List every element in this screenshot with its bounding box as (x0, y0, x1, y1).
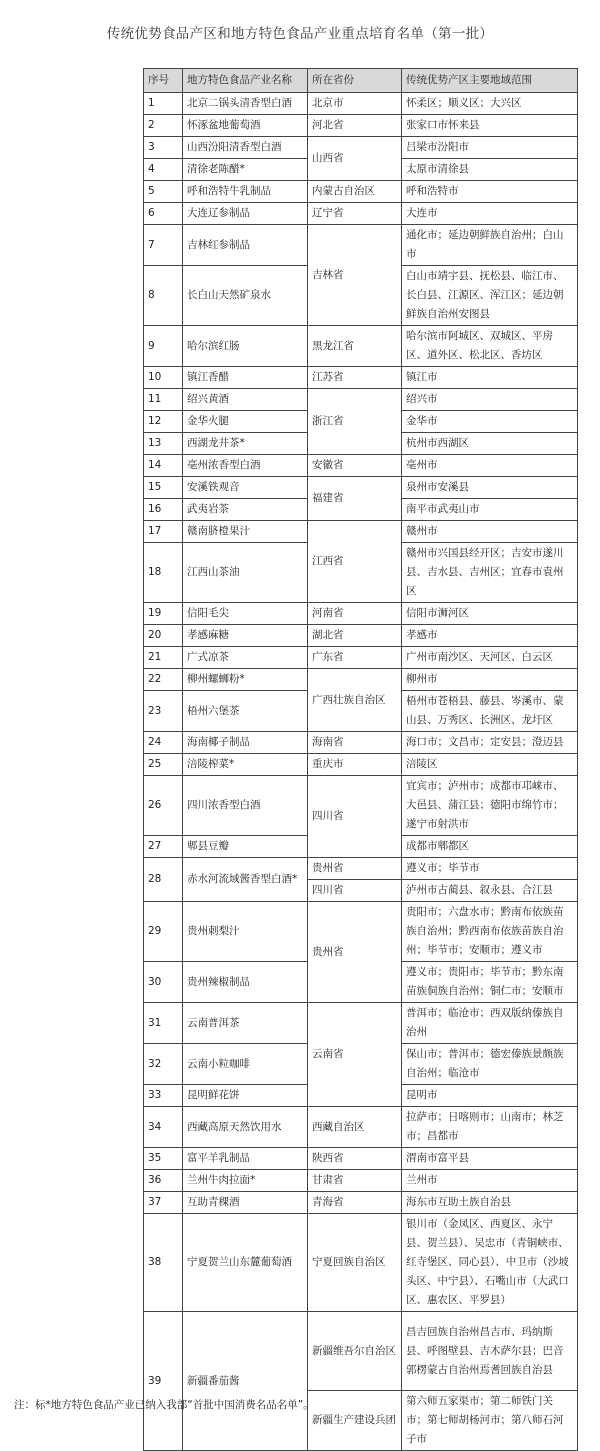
area-cell: 涪陵区 (402, 754, 578, 776)
province-cell: 吉林省 (308, 225, 402, 326)
industry-name-cell: 广式凉茶 (183, 647, 308, 669)
table-row (144, 137, 578, 159)
province-cell: 陕西省 (308, 1148, 402, 1170)
industry-name-cell: 西湖龙井茶* (183, 433, 308, 455)
area-cell: 遵义市；毕节市 (402, 858, 578, 880)
industry-name-cell: 云南普洱茶 (183, 1003, 308, 1044)
industry-name-cell: 哈尔滨红肠 (183, 326, 308, 367)
province-cell: 海南省 (308, 732, 402, 754)
table-row (144, 754, 578, 776)
serial-cell: 8 (144, 266, 183, 326)
table-row (144, 647, 578, 669)
serial-cell: 32 (144, 1044, 183, 1085)
area-cell: 兰州市 (402, 1170, 578, 1192)
province-cell: 北京市 (308, 93, 402, 115)
serial-cell: 27 (144, 836, 183, 858)
serial-cell: 6 (144, 203, 183, 225)
province-cell: 浙江省 (308, 389, 402, 455)
area-cell: 昆明市 (402, 1085, 578, 1107)
industry-name-cell: 武夷岩茶 (183, 499, 308, 521)
serial-cell: 10 (144, 367, 183, 389)
serial-cell: 1 (144, 93, 183, 115)
industry-name-cell: 赣南脐橙果汁 (183, 521, 308, 543)
area-cell: 怀柔区；顺义区；大兴区 (402, 93, 578, 115)
industry-name-cell: 绍兴黄酒 (183, 389, 308, 411)
serial-cell: 14 (144, 455, 183, 477)
serial-cell: 38 (144, 1214, 183, 1312)
table-row (144, 477, 578, 499)
serial-cell: 19 (144, 603, 183, 625)
industry-name-cell: 四川浓香型白酒 (183, 776, 308, 836)
area-cell: 赣州市 (402, 521, 578, 543)
area-cell: 拉萨市；日喀则市；山南市；林芝市；昌都市 (402, 1107, 578, 1148)
serial-cell: 2 (144, 115, 183, 137)
area-cell: 太原市清徐县 (402, 159, 578, 181)
table-row (144, 732, 578, 754)
industry-name-cell: 赤水河流域酱香型白酒* (183, 858, 308, 902)
province-cell: 四川省 (308, 776, 402, 858)
area-cell: 昌吉回族自治州昌吉市、玛纳斯县、呼图壁县、吉木萨尔县；巴音郭楞蒙古自治州焉耆回族自治县 (402, 1312, 578, 1391)
area-cell: 张家口市怀来县 (402, 115, 578, 137)
table-row (144, 776, 578, 836)
table-row (144, 225, 578, 266)
area-cell: 保山市；普洱市；德宏傣族景颇族自治州；临沧市 (402, 1044, 578, 1085)
serial-cell: 20 (144, 625, 183, 647)
area-cell: 泸州市古蔺县、叙永县、合江县 (402, 880, 578, 902)
serial-cell: 3 (144, 137, 183, 159)
industry-name-cell: 互助青稞酒 (183, 1192, 308, 1214)
industry-name-cell: 长白山天然矿泉水 (183, 266, 308, 326)
serial-cell: 36 (144, 1170, 183, 1192)
serial-cell: 5 (144, 181, 183, 203)
industry-name-cell: 金华火腿 (183, 411, 308, 433)
area-cell: 宜宾市；泸州市；成都市邛崃市、大邑县、蒲江县；德阳市绵竹市；遂宁市射洪市 (402, 776, 578, 836)
province-cell: 山西省 (308, 137, 402, 181)
serial-cell: 12 (144, 411, 183, 433)
area-cell: 吕梁市汾阳市 (402, 137, 578, 159)
table-row (144, 389, 578, 411)
industry-name-cell: 贵州刺梨汁 (183, 902, 308, 962)
industry-name-cell: 安溪铁观音 (183, 477, 308, 499)
industry-name-cell: 云南小粒咖啡 (183, 1044, 308, 1085)
serial-cell: 15 (144, 477, 183, 499)
table-row (144, 203, 578, 225)
table-row (144, 902, 578, 962)
footnote: 注：标*地方特色食品产业已纳入我部“首批中国消费名品名单”。 (14, 1399, 314, 1411)
industry-name-cell: 怀涿盆地葡萄酒 (183, 115, 308, 137)
industry-name-cell: 昆明鲜花饼 (183, 1085, 308, 1107)
province-cell: 贵州省 (308, 858, 402, 880)
area-cell: 贵阳市；六盘水市；黔南布依族苗族自治州；黔西南布依族苗族自治州；毕节市；安顺市；遵义市 (402, 902, 578, 962)
serial-cell: 34 (144, 1107, 183, 1148)
industry-name-cell: 亳州浓香型白酒 (183, 455, 308, 477)
page-title: 传统优势食品产区和地方特色食品产业重点培育名单（第一批） (106, 26, 494, 42)
serial-cell: 28 (144, 858, 183, 902)
area-cell: 亳州市 (402, 455, 578, 477)
province-cell: 江苏省 (308, 367, 402, 389)
industry-name-cell: 宁夏贺兰山东麓葡萄酒 (183, 1214, 308, 1312)
serial-cell: 24 (144, 732, 183, 754)
industry-name-cell: 吉林红参制品 (183, 225, 308, 266)
industry-name-cell: 海南椰子制品 (183, 732, 308, 754)
serial-cell: 18 (144, 543, 183, 603)
serial-cell: 31 (144, 1003, 183, 1044)
table-row (144, 603, 578, 625)
industry-name-cell: 兰州牛肉拉面* (183, 1170, 308, 1192)
province-cell: 云南省 (308, 1003, 402, 1107)
serial-cell: 11 (144, 389, 183, 411)
table-header-row (144, 69, 578, 93)
province-cell: 西藏自治区 (308, 1107, 402, 1148)
serial-cell: 29 (144, 902, 183, 962)
industry-name-cell: 新疆番茄酱 (183, 1312, 308, 1451)
serial-cell: 39 (144, 1312, 183, 1451)
industry-name-cell: 贵州辣椒制品 (183, 962, 308, 1003)
area-cell: 渭南市富平县 (402, 1148, 578, 1170)
province-cell: 新疆生产建设兵团 (308, 1391, 402, 1451)
province-cell: 广东省 (308, 647, 402, 669)
header-industry-name: 地方特色食品产业名称 (183, 69, 308, 93)
area-cell: 呼和浩特市 (402, 181, 578, 203)
serial-cell: 13 (144, 433, 183, 455)
area-cell: 孝感市 (402, 625, 578, 647)
serial-cell: 23 (144, 691, 183, 732)
industry-name-cell: 柳州螺蛳粉* (183, 669, 308, 691)
province-cell: 甘肃省 (308, 1170, 402, 1192)
serial-cell: 26 (144, 776, 183, 836)
cultivation-list-table (143, 68, 578, 1451)
table-row (144, 367, 578, 389)
area-cell: 广州市南沙区、天河区、白云区 (402, 647, 578, 669)
industry-name-cell: 大连辽参制品 (183, 203, 308, 225)
industry-name-cell: 北京二锅头清香型白酒 (183, 93, 308, 115)
table-row (144, 1192, 578, 1214)
table-body (144, 93, 578, 1451)
province-cell: 贵州省 (308, 902, 402, 1003)
serial-cell: 30 (144, 962, 183, 1003)
table-row (144, 669, 578, 691)
area-cell: 杭州市西湖区 (402, 433, 578, 455)
serial-cell: 4 (144, 159, 183, 181)
header-province: 所在省份 (308, 69, 402, 93)
industry-name-cell: 郫县豆瓣 (183, 836, 308, 858)
serial-cell: 37 (144, 1192, 183, 1214)
industry-name-cell: 信阳毛尖 (183, 603, 308, 625)
table-row (144, 1148, 578, 1170)
header-serial: 序号 (144, 69, 183, 93)
area-cell: 普洱市；临沧市；西双版纳傣族自治州 (402, 1003, 578, 1044)
table-row (144, 1003, 578, 1044)
province-cell: 新疆维吾尔自治区 (308, 1312, 402, 1391)
serial-cell: 17 (144, 521, 183, 543)
area-cell: 南平市武夷山市 (402, 499, 578, 521)
area-cell: 第六师五家渠市；第二师铁门关市；第七师胡杨河市；第八师石河子市 (402, 1391, 578, 1451)
area-cell: 通化市；延边朝鲜族自治州；白山市 (402, 225, 578, 266)
province-cell: 青海省 (308, 1192, 402, 1214)
serial-cell: 35 (144, 1148, 183, 1170)
area-cell: 信阳市浉河区 (402, 603, 578, 625)
area-cell: 大连市 (402, 203, 578, 225)
table-row (144, 625, 578, 647)
industry-name-cell: 山西汾阳清香型白酒 (183, 137, 308, 159)
table-row (144, 1107, 578, 1148)
area-cell: 镇江市 (402, 367, 578, 389)
industry-name-cell: 梧州六堡茶 (183, 691, 308, 732)
area-cell: 赣州市兴国县经开区；吉安市遂川县、吉水县、吉州区；宜春市袁州区 (402, 543, 578, 603)
province-cell: 内蒙古自治区 (308, 181, 402, 203)
area-cell: 梧州市苍梧县、藤县、岑溪市、蒙山县、万秀区、长洲区、龙圩区 (402, 691, 578, 732)
table-row (144, 521, 578, 543)
table-row (144, 858, 578, 880)
province-cell: 四川省 (308, 880, 402, 902)
province-cell: 宁夏回族自治区 (308, 1214, 402, 1312)
serial-cell: 7 (144, 225, 183, 266)
province-cell: 河南省 (308, 603, 402, 625)
industry-name-cell: 呼和浩特牛乳制品 (183, 181, 308, 203)
industry-name-cell: 涪陵榨菜* (183, 754, 308, 776)
industry-name-cell: 孝感麻糖 (183, 625, 308, 647)
table-row (144, 181, 578, 203)
area-cell: 白山市靖宇县、抚松县、临江市、长白县、江源区、浑江区；延边朝鲜族自治州安图县 (402, 266, 578, 326)
area-cell: 海东市互助土族自治县 (402, 1192, 578, 1214)
area-cell: 银川市（金凤区、西夏区、永宁县、贺兰县）、吴忠市（青铜峡市、红寺堡区、同心县）、中卫市（沙坡头区、中宁县）、石嘴山市（大武口区、惠农区、平罗县） (402, 1214, 578, 1312)
province-cell: 江西省 (308, 521, 402, 603)
serial-cell: 22 (144, 669, 183, 691)
table-row (144, 455, 578, 477)
province-cell: 重庆市 (308, 754, 402, 776)
header-area: 传统优势产区主要地域范围 (402, 69, 578, 93)
province-cell: 福建省 (308, 477, 402, 521)
province-cell: 河北省 (308, 115, 402, 137)
table-row (144, 93, 578, 115)
area-cell: 绍兴市 (402, 389, 578, 411)
industry-name-cell: 江西山茶油 (183, 543, 308, 603)
province-cell: 黑龙江省 (308, 326, 402, 367)
table-row (144, 326, 578, 367)
industry-name-cell: 清徐老陈醋* (183, 159, 308, 181)
serial-cell: 21 (144, 647, 183, 669)
province-cell: 辽宁省 (308, 203, 402, 225)
area-cell: 遵义市；贵阳市；毕节市；黔东南苗族侗族自治州；铜仁市；安顺市 (402, 962, 578, 1003)
serial-cell: 33 (144, 1085, 183, 1107)
area-cell: 成都市郫都区 (402, 836, 578, 858)
table-row (144, 1312, 578, 1391)
industry-name-cell: 西藏高原天然饮用水 (183, 1107, 308, 1148)
serial-cell: 16 (144, 499, 183, 521)
industry-name-cell: 富平羊乳制品 (183, 1148, 308, 1170)
area-cell: 金华市 (402, 411, 578, 433)
serial-cell: 9 (144, 326, 183, 367)
area-cell: 哈尔滨市阿城区、双城区、平房区、道外区、松北区、香坊区 (402, 326, 578, 367)
area-cell: 泉州市安溪县 (402, 477, 578, 499)
area-cell: 海口市；文昌市；定安县；澄迈县 (402, 732, 578, 754)
province-cell: 安徽省 (308, 455, 402, 477)
industry-name-cell: 镇江香醋 (183, 367, 308, 389)
table-row (144, 1170, 578, 1192)
table-row (144, 115, 578, 137)
area-cell: 柳州市 (402, 669, 578, 691)
table-row (144, 1214, 578, 1312)
province-cell: 广西壮族自治区 (308, 669, 402, 732)
serial-cell: 25 (144, 754, 183, 776)
province-cell: 湖北省 (308, 625, 402, 647)
